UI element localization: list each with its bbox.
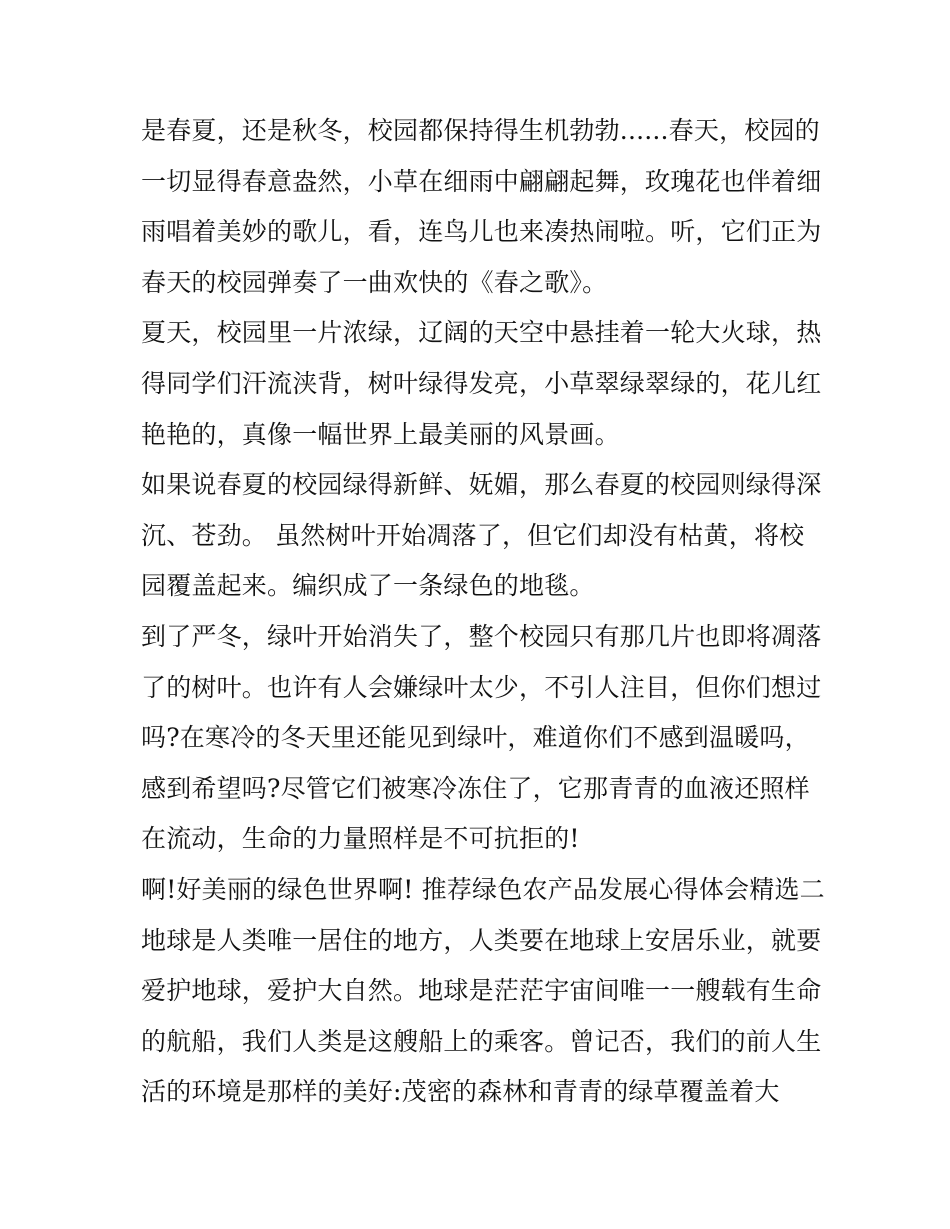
text-line: 夏天，校园里一片浓绿，辽阔的天空中悬挂着一轮大火球，热 [141,318,822,348]
text-line: 地球是人类唯一居住的地方，人类要在地球上安居乐业，就要 [141,925,822,955]
text-line: 如果说春夏的校园绿得新鲜、妩媚，那么春夏的校园则绿得深 [141,470,822,500]
text-line: 春天的校园弹奏了一曲欢快的《春之歌》。 [141,267,608,297]
text-line: 沉、苍劲。 虽然树叶开始凋落了，但它们却没有枯黄，将校 [141,520,805,550]
text-line: 感到希望吗?尽管它们被寒冷冻住了，它那青青的血液还照样 [141,773,810,803]
text-line: 了的树叶。也许有人会嫌绿叶太少，不引人注目，但你们想过 [141,672,822,702]
text-line: 一切显得春意盎然，小草在细雨中翩翩起舞，玫瑰花也伴着细 [141,166,822,196]
text-line: 到了严冬，绿叶开始消失了，整个校园只有那几片也即将凋落 [141,621,822,651]
text-line: 吗?在寒冷的冬天里还能见到绿叶，难道你们不感到温暖吗， [141,723,810,753]
text-line: 是春夏，还是秋冬，校园都保持得生机勃勃......春天，校园的 [141,116,820,145]
text-line: 活的环境是那样的美好:茂密的森林和青青的绿草覆盖着大 [141,1077,780,1107]
body-text [141,106,825,1118]
text-line: 雨唱着美妙的歌儿，看，连鸟儿也来凑热闹啦。听，它们正为 [141,217,822,247]
text-line: 得同学们汗流浃背，树叶绿得发亮，小草翠绿翠绿的，花儿红 [141,368,822,398]
text-line: 的航船，我们人类是这艘船上的乘客。曾记否，我们的前人生 [141,1026,822,1056]
text-line: 艳艳的，真像一幅世界上最美丽的风景画。 [141,419,620,449]
text-line: 爱护地球，爱护大自然。地球是茫茫宇宙间唯一一艘载有生命 [141,976,822,1006]
text-line: 园覆盖起来。编织成了一条绿色的地毯。 [141,571,595,601]
text-line: 在流动，生命的力量照样是不可抗拒的! [141,824,580,854]
text-line: 啊!好美丽的绿色世界啊! 推荐绿色农产品发展心得体会精选二 [141,874,825,904]
